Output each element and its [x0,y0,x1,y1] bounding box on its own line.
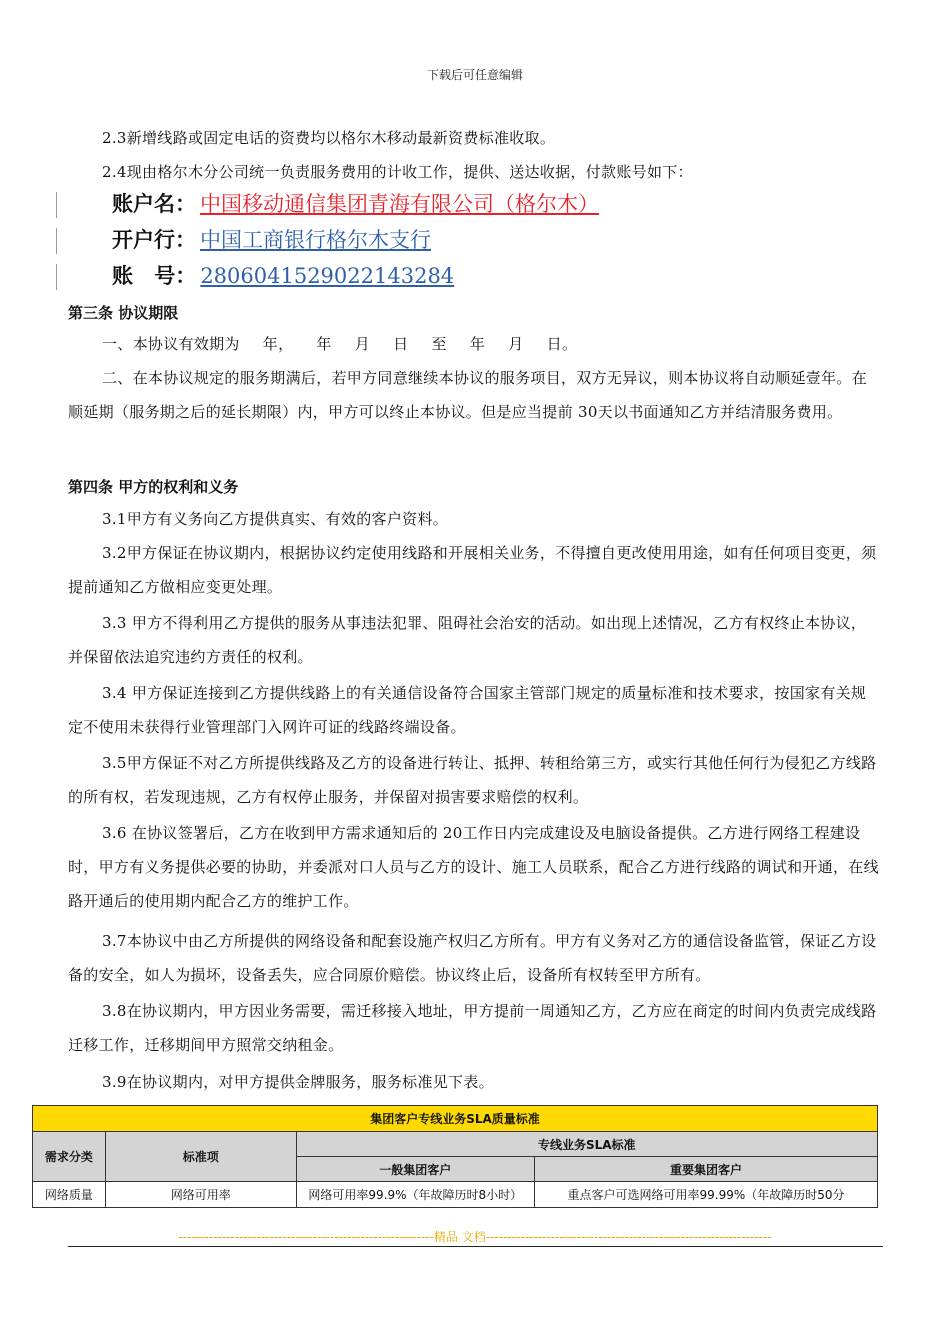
clause-3-1: 3.1甲方有义务向乙方提供真实、有效的客户资料。 [102,510,449,528]
cell-category: 网络质量 [33,1182,106,1208]
account-number-value: 2806041529022143284 [200,264,455,288]
margin-bar [56,192,57,218]
bank-label: 开户行： [112,228,196,252]
clause-3-2: 3.2甲方保证在协议期内，根据协议约定使用线路和开展相关业务，不得擅自更改使用用途，如有任何项目变更，须提前通知乙方做相应变更处理。 [68,544,877,596]
clause-3-9: 3.9在协议期内，对甲方提供金牌服务，服务标准见下表。 [102,1073,494,1091]
margin-bar [56,264,57,290]
cell-important: 重点客户可选网络可用率99.99%（年故障历时50分 [535,1182,878,1208]
cell-general: 网络可用率99.9%（年故障历时8小时） [296,1182,535,1208]
sla-table-title: 集团客户专线业务SLA质量标准 [33,1106,878,1132]
clause-2-3: 2.3新增线路或固定电话的资费均以格尔木移动最新资费标准收取。 [102,129,556,147]
account-name-value: 中国移动通信集团青海有限公司（格尔木） [200,192,599,216]
col-category-header: 需求分类 [33,1132,106,1182]
account-name-row [112,187,599,221]
account-name-label: 账户名： [112,192,196,216]
cell-item: 网络可用率 [105,1182,296,1208]
account-number-row [112,259,454,293]
page-header-note: 下载后可任意编辑 [426,68,523,82]
sla-table [32,1105,878,1208]
article-3-p1: 一、本协议有效期为 年， 年 月 日 至 年 月 日。 [102,335,578,353]
article-4-title: 第四条 甲方的权利和义务 [68,478,239,496]
clause-3-3: 3.3 甲方不得利用乙方提供的服务从事违法犯罪、阻碍社会治安的活动。如出现上述情况，乙方有权终止本协议，并保留依法追究违约方责任的权利。 [68,614,867,666]
clause-3-6: 3.6 在协议签署后，乙方在收到甲方需求通知后的 20工作日内完成建设及电脑设备提供。乙方进行网络工程建设时，甲方有义务提供必要的协助，并委派对口人员与乙方的设计、施工人员联系，配合乙方进行线路的调试和开通，在线路开通后的使用期内配合乙方的维护工作。 [68,824,879,910]
col-general-header: 一般集团客户 [296,1157,535,1182]
margin-bar [56,228,57,254]
account-number-label: 账 号： [112,264,197,288]
footer-rule [68,1246,883,1247]
page-footer: -----------------------------------------------------------精品 文档------------------------------------------------------------------ [178,1230,772,1244]
clause-2-4: 2.4现由格尔木分公司统一负责服务费用的计收工作，提供、送达收据，付款账号如下： [102,163,693,181]
bank-row [112,223,431,257]
clause-3-8: 3.8在协议期内，甲方因业务需要，需迁移接入地址，甲方提前一周通知乙方，乙方应在商定的时间内负责完成线路迁移工作，迁移期间甲方照常交纳租金。 [68,1002,877,1054]
bank-value: 中国工商银行格尔木支行 [200,228,431,252]
clause-3-7: 3.7本协议中由乙方所提供的网络设备和配套设施产权归乙方所有。甲方有义务对乙方的通信设备监管，保证乙方设备的安全，如人为损坏，设备丢失，应合同原价赔偿。协议终止后，设备所有权转至甲方所有。 [68,932,877,984]
article-3-p2: 二、在本协议规定的服务期满后，若甲方同意继续本协议的服务项目，双方无异议，则本协议将自动顺延壹年。在顺延期（服务期之后的延长期限）内，甲方可以终止本协议。但是应当提前 30天以书面通知乙方并结清服务费用。 [68,369,868,421]
table-row [33,1182,878,1208]
col-item-header: 标准项 [105,1132,296,1182]
article-3-title: 第三条 协议期限 [68,304,179,322]
clause-3-4: 3.4 甲方保证连接到乙方提供线路上的有关通信设备符合国家主管部门规定的质量标准和技术要求，按国家有关规定不使用未获得行业管理部门入网许可证的线路终端设备。 [68,684,867,736]
col-group-header: 专线业务SLA标准 [296,1132,877,1157]
col-important-header: 重要集团客户 [535,1157,878,1182]
clause-3-5: 3.5甲方保证不对乙方所提供线路及乙方的设备进行转让、抵押、转租给第三方，或实行其他任何行为侵犯乙方线路的所有权，若发现违规，乙方有权停止服务，并保留对损害要求赔偿的权利。 [68,754,877,806]
